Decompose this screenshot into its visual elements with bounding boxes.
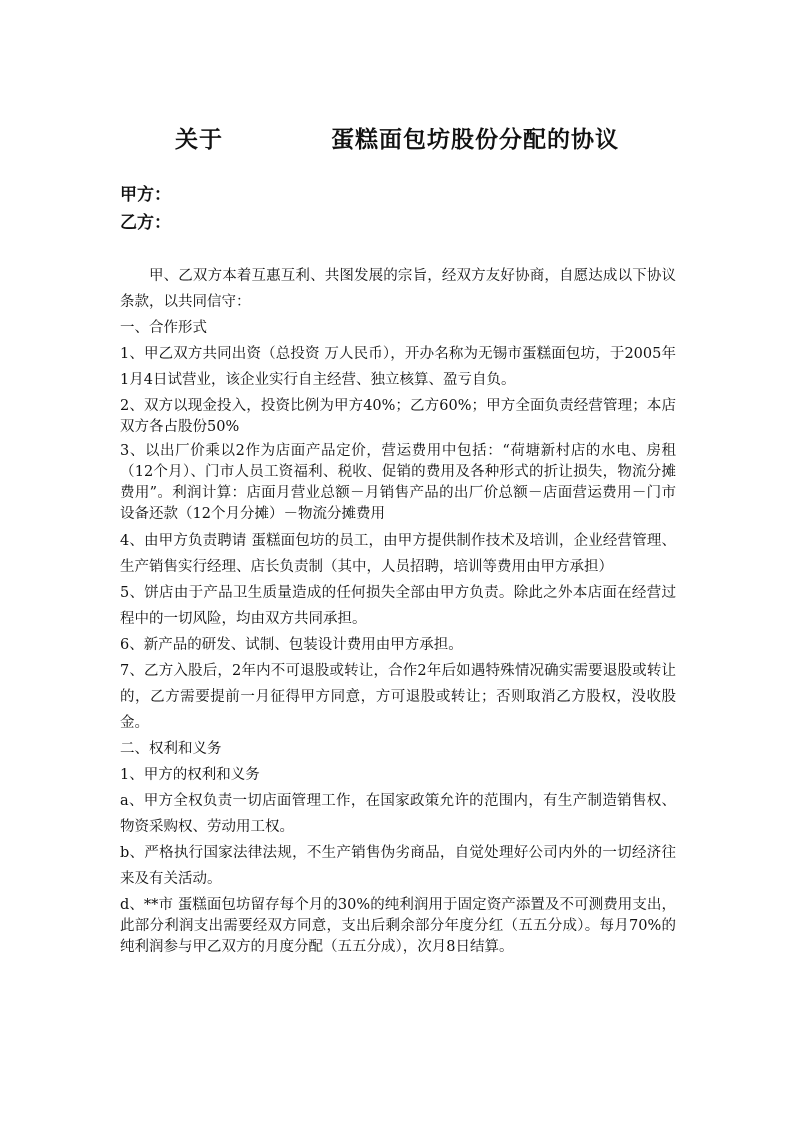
clause-1: 1、甲乙双方共同出资（总投资 万人民币），开办名称为无锡市蛋糕面包坊，于2005年1月4日试营业，该企业实行自主经营、独立核算、盈亏自负。 [120, 346, 676, 388]
party-b-label: 乙方： [120, 213, 171, 233]
section-heading-rights: 二、权利和义务 [120, 741, 222, 757]
clause-d: d、**市 蛋糕面包坊留存每个月的30%的纯利润用于固定资产添置及不可测费用支出，此部分利润支出需要经双方同意，支出后剩余部分年度分红（五五分成）。每月70%的纯利润参与甲乙双方的月度分配（五五分成），次月8日结算。 [120, 897, 676, 955]
document-title: 关于 蛋糕面包坊股份分配的协议 [174, 127, 620, 153]
clause-6: 6、新产品的研发、试制、包装设计费用由甲方承担。 [120, 637, 463, 653]
clause-b: b、严格执行国家法律法规，不生产销售伪劣商品，自觉处理好公司内外的一切经济往来及有关活动。 [120, 845, 676, 887]
clause-a: a、甲方全权负责一切店面管理工作，在国家政策允许的范围内，有生产制造销售权、物资采购权、劳动用工权。 [120, 793, 676, 835]
clause-3: 3、以出厂价乘以2作为店面产品定价，营运费用中包括：“荷塘新村店的水电、房租（12个月）、门市人员工资福利、税收、促销的费用及各种形式的折让损失，物流分摊费用”。利润计算：店面月营业总额－月销售产品的出厂价总额－店面营运费用－门市设备还款（12个月分摊）－物流分摊费用 [120, 443, 676, 522]
document-body [120, 263, 676, 961]
clause-5: 5、饼店由于产品卫生质量造成的任何损失全部由甲方负责。除此之外本店面在经营过程中的一切风险，均由双方共同承担。 [120, 585, 676, 627]
preamble-paragraph: 甲、乙双方本着互惠互利、共图发展的宗旨，经双方友好协商，自愿达成以下协议条款，以共同信守： [120, 268, 676, 310]
clause-2: 2、双方以现金投入，投资比例为甲方40%；乙方60%；甲方全面负责经营管理；本店双方各占股份50% [120, 398, 676, 435]
section-heading-cooperation: 一、合作形式 [120, 320, 207, 336]
party-a-label: 甲方： [120, 185, 171, 205]
clause-4: 4、由甲方负责聘请 蛋糕面包坊的员工，由甲方提供制作技术及培训，企业经营管理、生产销售实行经理、店长负责制（其中，人员招聘，培训等费用由甲方承担） [120, 533, 676, 575]
subsection-party-a-rights: 1、甲方的权利和义务 [120, 767, 260, 783]
clause-7: 7、乙方入股后，2年内不可退股或转让，合作2年后如遇特殊情况确实需要退股或转让的，乙方需要提前一月征得甲方同意，方可退股或转让；否则取消乙方股权，没收股金。 [120, 663, 676, 731]
